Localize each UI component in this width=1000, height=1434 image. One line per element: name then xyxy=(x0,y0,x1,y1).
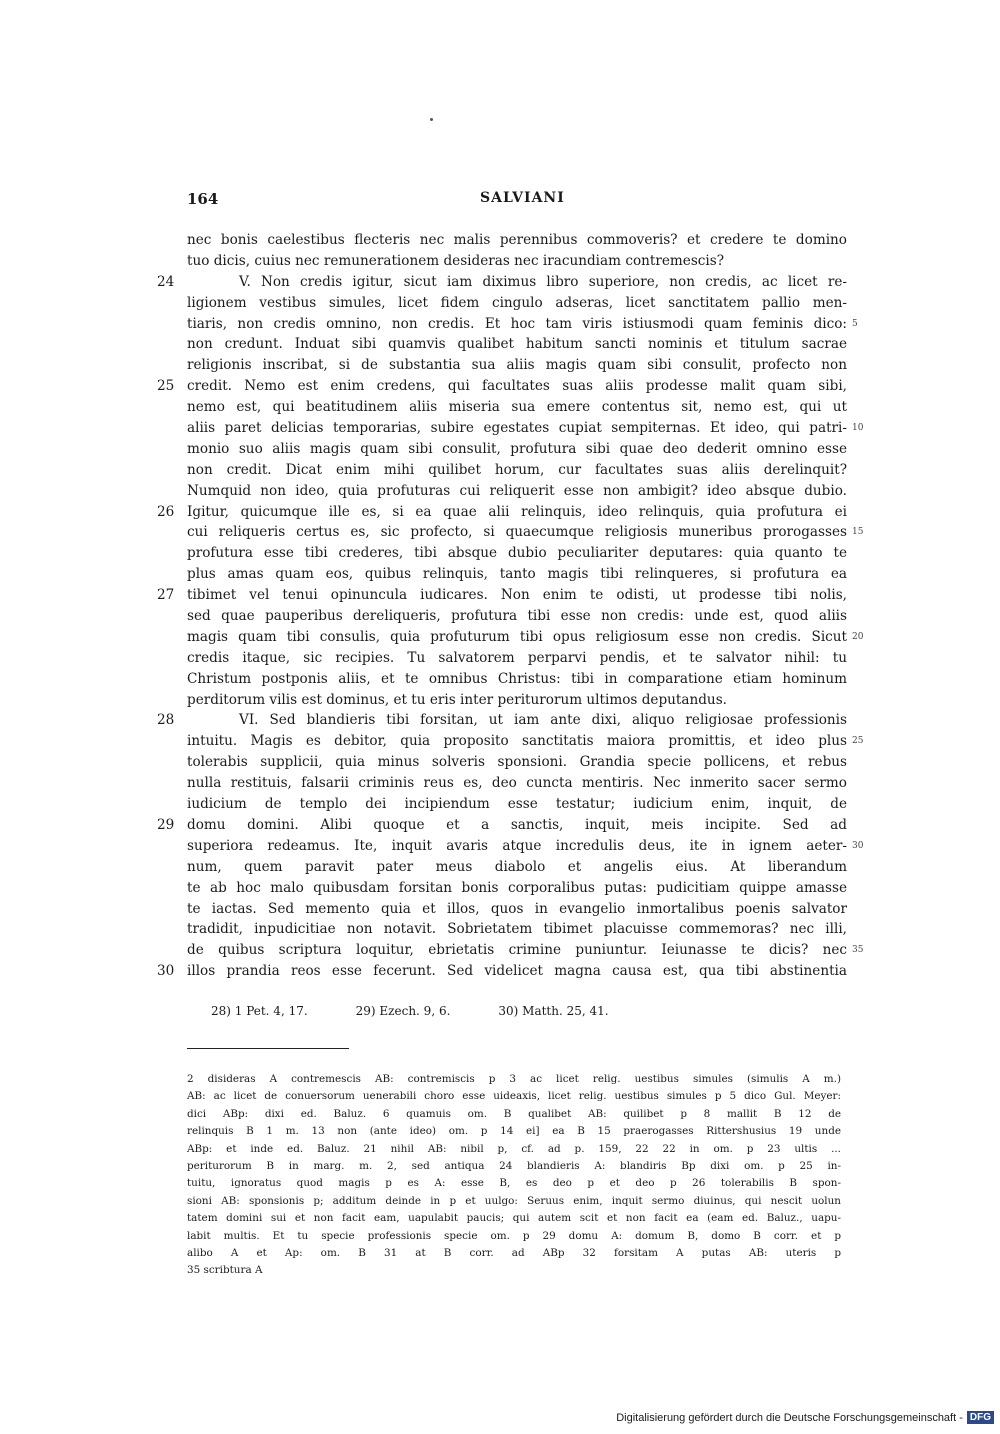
section-number: 30 xyxy=(157,963,175,980)
apparatus-line: AB: ac licet de conuersorum uenerabili choro esse uideaxis, licet relig. uestibus simules p 5 dico Gul. Meyer: xyxy=(187,1090,841,1103)
apparatus-line: labit multis. Et tu specie professionis specie om. p 29 domu A: domum B, domo B corr. et p xyxy=(187,1229,841,1242)
text-line xyxy=(0,397,1000,418)
line-text: Christum postponis aliis, et te omnibus Christus: tibi in comparatione etiam hominum xyxy=(187,670,847,687)
main-text xyxy=(0,230,1000,982)
line-text: plus amas quam eos, quibus relinquis, tanto magis tibi relinqueres, si profutura ea xyxy=(187,566,847,583)
apparatus-line: periturorum B in marg. m. 2, sed antiqua 24 blandieris A: blandiris Bp dixi om. p 25 in- xyxy=(187,1159,841,1172)
line-text: nulla restituis, falsarii criminis reus es, deo cuncta mentiris. Nec inmerito sacer sermo xyxy=(187,775,847,792)
line-number: 30 xyxy=(852,840,864,851)
text-line xyxy=(0,230,1000,251)
text-line xyxy=(0,376,1000,397)
text-line xyxy=(0,648,1000,669)
line-text: te ab hoc malo quibusdam forsitan bonis corporalibus putas: pudicitiam quippe amasse xyxy=(187,879,847,896)
line-text: Igitur, quicumque ille es, si ea quae alii relinquis, ideo relinquis, quia profutura ei xyxy=(187,503,847,520)
text-line xyxy=(0,836,1000,857)
apparatus-line: 2 disideras A contremescis AB: contremiscis p 3 ac licet relig. uestibus simules (simulis A m.) xyxy=(187,1073,841,1085)
text-line xyxy=(0,418,1000,439)
text-line xyxy=(0,710,1000,731)
text-line xyxy=(0,272,1000,293)
line-text: num, quem paravit pater meus diabolo et angelis eius. At liberandum xyxy=(187,858,847,875)
line-text: de quibus scriptura loquitur, ebrietatis crimine puniuntur. Ieiunasse te dicis? nec xyxy=(187,942,847,959)
apparatus-line: tuitu, ignoratus quod magis p es A: esse B, es deo p et deo p 26 tolerabilis B spon- xyxy=(187,1177,841,1190)
line-text: monio suo aliis magis quam sibi consulit, profutura sibi quae deo dederit omnino esse xyxy=(187,440,847,457)
section-number: 24 xyxy=(157,273,175,290)
scripture-references xyxy=(211,1004,657,1018)
section-number: 27 xyxy=(157,587,175,604)
line-text: perditorum vilis est dominus, et tu eris inter periturorum ultimos deputandus. xyxy=(187,691,727,708)
line-number: 35 xyxy=(852,945,864,956)
text-line xyxy=(0,731,1000,752)
line-text: intuitu. Magis es debitor, quia proposito sanctitatis maiora promittis, et ideo plus xyxy=(187,733,847,750)
scan-speck xyxy=(430,118,433,121)
line-text: tradidit, inpudicitiae non notavit. Sobrietatem tibimet placuisse commemoras? nec illi, xyxy=(187,921,847,938)
line-text: religionis inscribat, si de substantia sua aliis magis quam sibi consulit, profecto non xyxy=(187,357,847,374)
line-text: illos prandia reos esse fecerunt. Sed videlicet magna causa est, qua tibi abstinentia xyxy=(187,963,847,980)
text-line xyxy=(0,543,1000,564)
text-line xyxy=(0,773,1000,794)
apparatus-line: alibo A et Ap: om. B 31 at B corr. ad ABp 32 forsitam A putas AB: uteris p xyxy=(187,1246,841,1259)
apparatus-line: ABp: et inde ed. Baluz. 21 nihil AB: nibil p, cf. ad p. 159, 22 22 in om. p 23 ultis ... xyxy=(187,1142,841,1155)
line-text: profutura esse tibi crederes, tibi absque dubio peculiariter deputares: quia quanto te xyxy=(187,545,847,562)
apparatus-line: 35 scribtura A xyxy=(187,1264,263,1277)
text-line xyxy=(0,961,1000,982)
line-text: VI. Sed blandieris tibi forsitan, ut iam ante dixi, aliquo religiosae professionis xyxy=(239,712,847,729)
text-line xyxy=(0,919,1000,940)
apparatus-line: sioni AB: sponsionis p; additum deinde in p et uulgo: Seruus enim, inquit sermo diuinus, qui nescit uolun xyxy=(187,1194,841,1207)
section-number: 29 xyxy=(157,816,175,833)
scripture-ref: 28) 1 Pet. 4, 17. xyxy=(211,1004,308,1018)
text-line xyxy=(0,585,1000,606)
line-text: iudicium de templo dei incipiendum esse testatur; iudicium enim, inquit, de xyxy=(187,796,847,813)
text-line xyxy=(0,878,1000,899)
line-text: non credit. Dicat enim mihi quilibet horum, cur facultates suas aliis derelinquit? xyxy=(187,461,847,478)
text-line xyxy=(0,857,1000,878)
line-text: ligionem vestibus simules, licet fidem cingulo adseras, licet sanctitatem pallio men- xyxy=(187,294,847,311)
line-number: 5 xyxy=(852,318,858,329)
scripture-ref: 29) Ezech. 9, 6. xyxy=(355,1004,451,1018)
line-number: 10 xyxy=(852,423,864,434)
text-line xyxy=(0,522,1000,543)
line-text: te iactas. Sed memento quia et illos, quos in evangelio inmortalibus poenis salvator xyxy=(187,900,847,917)
critical-apparatus xyxy=(187,1071,841,1280)
apparatus-line: tatem domini sui et non facit eam, uapulabit paucis; qui autem scit et non facit ea (eam ed. Baluz., uapu- xyxy=(187,1212,841,1225)
text-line xyxy=(0,940,1000,961)
line-text: aliis paret delicias temporarias, subire egestates cupiat sempiternas. Et ideo, qui patri- xyxy=(187,420,847,437)
text-line xyxy=(0,460,1000,481)
line-text: superiora redeamus. Ite, inquit avaris atque incredulis deus, ite in ignem aeter- xyxy=(187,837,847,854)
footnote-rule xyxy=(187,1048,349,1049)
text-line xyxy=(0,899,1000,920)
text-line xyxy=(0,564,1000,585)
line-text: domu domini. Alibi quoque et a sanctis, inquit, meis incipite. Sed ad xyxy=(187,816,847,833)
line-text: Numquid non ideo, quia profuturas cui reliquerit esse non ambigit? ideo absque dubio. xyxy=(187,482,847,499)
line-text: sed quae pauperibus dereliqueris, profutura tibi esse non credis: unde est, quod aliis xyxy=(187,608,847,625)
apparatus-line: relinquis B 1 m. 13 non (ante ideo) om. p 14 ei] ea B 15 praerogasses Rittershusius 19 unde xyxy=(187,1125,841,1138)
line-number: 25 xyxy=(852,736,864,747)
credit-text: Digitalisierung gefördert durch die Deutsche Forschungsgemeinschaft - xyxy=(616,1411,963,1424)
line-text: nec bonis caelestibus flecteris nec malis perennibus commoveris? et credere te domino xyxy=(187,232,847,248)
page-number: 164 xyxy=(187,190,219,208)
line-text: tibimet vel tenui opinuncula iudicares. Non enim te odisti, ut prodesse tibi nolis, xyxy=(187,587,847,604)
text-line xyxy=(0,334,1000,355)
line-text: tiaris, non credis omnino, non credis. Et hoc tam viris istiusmodi quam feminis dico: xyxy=(187,315,847,332)
dfg-logo: DFG xyxy=(967,1411,994,1424)
line-text: credis itaque, sic recipies. Tu salvatorem perparvi pendis, et te salvator nihil: tu xyxy=(187,649,847,666)
text-line xyxy=(0,439,1000,460)
line-number: 15 xyxy=(852,527,864,538)
line-text: credit. Nemo est enim credens, qui facultates suas aliis prodesse malit quam sibi, xyxy=(187,378,847,395)
text-line xyxy=(0,627,1000,648)
section-number: 25 xyxy=(157,378,175,395)
line-text: tuo dicis, cuius nec remunerationem desideras nec iracundiam contremescis? xyxy=(187,252,725,269)
section-number: 28 xyxy=(157,712,175,729)
apparatus-line: dici ABp: dixi ed. Baluz. 6 quamuis om. B qualibet AB: quilibet p 8 mallit B 12 de xyxy=(187,1107,841,1120)
text-line xyxy=(0,815,1000,836)
text-line xyxy=(0,481,1000,502)
text-line xyxy=(0,293,1000,314)
text-line xyxy=(0,355,1000,376)
line-text: tolerabis supplicii, quia minus solveris sponsioni. Grandia specie pollicens, et rebus xyxy=(187,754,847,771)
text-line xyxy=(0,690,1000,711)
running-title: SALVIANI xyxy=(480,190,565,206)
line-text: magis quam tibi consulis, quia profuturum tibi opus religiosum esse non credis. Sicut xyxy=(187,628,847,645)
page-header xyxy=(0,190,1000,212)
text-line xyxy=(0,794,1000,815)
line-text: cui reliqueris certus es, sic profecto, si quaecumque religiosis muneribus prorogasses xyxy=(187,524,847,541)
digitization-credit xyxy=(616,1411,994,1424)
text-line xyxy=(0,251,1000,272)
text-line xyxy=(0,606,1000,627)
text-line xyxy=(0,502,1000,523)
text-line xyxy=(0,314,1000,335)
scripture-ref: 30) Matth. 25, 41. xyxy=(498,1004,609,1018)
text-line xyxy=(0,669,1000,690)
line-text: V. Non credis igitur, sicut iam diximus libro superiore, non credis, ac licet re- xyxy=(239,273,847,290)
line-number: 20 xyxy=(852,631,864,642)
line-text: non credunt. Induat sibi quamvis qualibet habitum sancti nominis et titulum sacrae xyxy=(187,336,847,353)
section-number: 26 xyxy=(157,503,175,520)
text-line xyxy=(0,752,1000,773)
line-text: nemo est, qui beatitudinem aliis miseria sua emere contentus sit, nemo est, qui ut xyxy=(187,399,847,416)
